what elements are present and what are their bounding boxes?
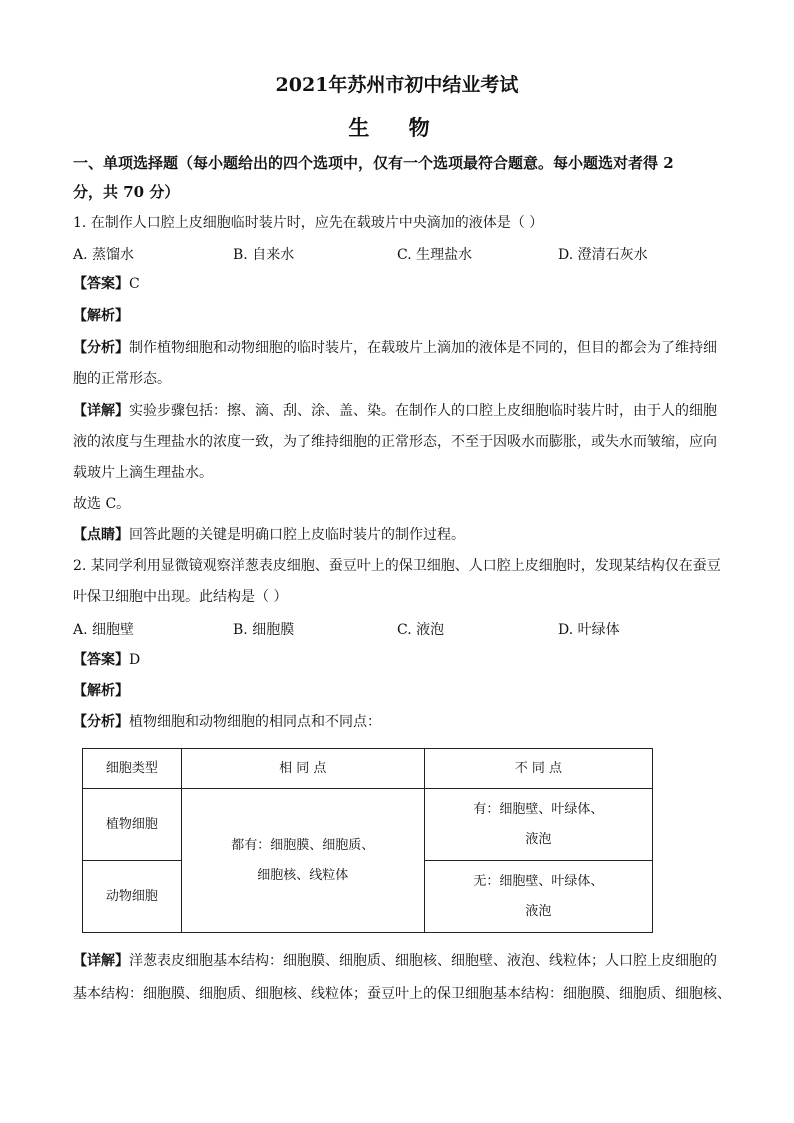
q1-fenxi-line1: [73, 338, 717, 358]
fenxi-text: 植物细胞和动物细胞的相同点和不同点：: [129, 714, 381, 730]
q1-xiangjie-line3: 载玻片上滴生理盐水。: [73, 465, 213, 481]
table-cell-animal: 动物细胞: [83, 861, 182, 933]
q1-fenxi-line2: 胞的正常形态。: [73, 371, 171, 387]
plant-diff-line2: 液泡: [525, 831, 552, 847]
q1-analysis-tag: 【解析】: [73, 308, 129, 324]
q2-option-c: C. 液泡: [397, 622, 445, 638]
section-heading-line2: 分，共 70 分）: [73, 183, 180, 201]
q2-option-b: B. 细胞膜: [233, 622, 295, 638]
xiangjie-text: 实验步骤包括：擦、滴、刮、涂、盖、染。在制作人的口腔上皮细胞临时装片时，由于人的细胞: [129, 403, 717, 419]
q2-xiangjie-line2: 基本结构：细胞膜、细胞质、细胞核、线粒体；蚕豆叶上的保卫细胞基本结构：细胞膜、细胞质、细胞核、: [73, 986, 731, 1002]
q1-option-d: D. 澄清石灰水: [558, 247, 648, 263]
q1-xiangjie-line2: 液的浓度与生理盐水的浓度一致，为了维持细胞的正常形态，不至于因吸水而膨胀，或失水而皱缩，应向: [73, 434, 717, 450]
q1-choose: 故选 C。: [73, 496, 131, 512]
q1-xiangjie-line1: [73, 401, 717, 421]
xiangjie-tag: 【详解】: [73, 953, 129, 969]
q2-xiangjie-line1: [73, 951, 717, 971]
table-cell-plant: 植物细胞: [83, 789, 182, 861]
table-header-diff: 不 同 点: [424, 749, 652, 789]
same-line2: 细胞核、线粒体: [257, 867, 349, 883]
q2-stem-line2: 叶保卫细胞中出现。此结构是（ ）: [73, 589, 288, 605]
answer-value: D: [129, 652, 141, 668]
fenxi-tag: 【分析】: [73, 714, 129, 730]
q2-analysis-tag: 【解析】: [73, 683, 129, 699]
q2-fenxi: [73, 712, 381, 732]
q2-option-a: A. 细胞壁: [73, 622, 135, 638]
answer-tag: 【答案】: [73, 276, 129, 292]
fenxi-tag: 【分析】: [73, 340, 129, 356]
q1-stem: 1. 在制作人口腔上皮细胞临时装片时，应先在载玻片中央滴加的液体是（ ）: [73, 215, 544, 231]
table-cell-animal-diff: [424, 861, 652, 933]
xiangjie-tag: 【详解】: [73, 403, 129, 419]
answer-tag: 【答案】: [73, 652, 129, 668]
animal-diff-line2: 液泡: [525, 903, 552, 919]
table-header-type: 细胞类型: [83, 749, 182, 789]
q2-stem-line1: 2. 某同学利用显微镜观察洋葱表皮细胞、蚕豆叶上的保卫细胞、人口腔上皮细胞时，发现某结构仅在蚕豆: [73, 558, 721, 574]
q2-answer: [73, 650, 140, 670]
section-heading-line1: 一、单项选择题（每小题给出的四个选项中，仅有一个选项最符合题意。每小题选对者得 2: [73, 154, 674, 172]
q1-answer: [73, 274, 140, 294]
q1-option-c: C. 生理盐水: [397, 247, 473, 263]
table-cell-same: [181, 789, 424, 933]
table-header-same: 相 同 点: [181, 749, 424, 789]
subject-title: 生 物: [348, 115, 446, 140]
xiangjie-text: 洋葱表皮细胞基本结构：细胞膜、细胞质、细胞核、细胞壁、液泡、线粒体；人口腔上皮细胞的: [129, 953, 717, 969]
cell-comparison-table: [82, 748, 653, 933]
fenxi-text: 制作植物细胞和动物细胞的临时装片，在载玻片上滴加的液体是不同的，但目的都会为了维持细: [129, 340, 717, 356]
table-cell-plant-diff: [424, 789, 652, 861]
answer-value: C: [129, 276, 140, 292]
q2-option-d: D. 叶绿体: [558, 622, 620, 638]
same-line1: 都有：细胞膜、细胞质、: [231, 837, 375, 853]
dianjing-text: 回答此题的关键是明确口腔上皮临时装片的制作过程。: [129, 527, 465, 543]
q1-option-a: A. 蒸馏水: [73, 247, 135, 263]
dianjing-tag: 【点睛】: [73, 527, 129, 543]
q1-option-b: B. 自来水: [233, 247, 295, 263]
q1-dianjing: [73, 525, 465, 545]
exam-title: 2021年苏州市初中结业考试: [275, 74, 519, 96]
animal-diff-line1: 无：细胞壁、叶绿体、: [473, 873, 604, 889]
plant-diff-line1: 有：细胞壁、叶绿体、: [473, 801, 604, 817]
